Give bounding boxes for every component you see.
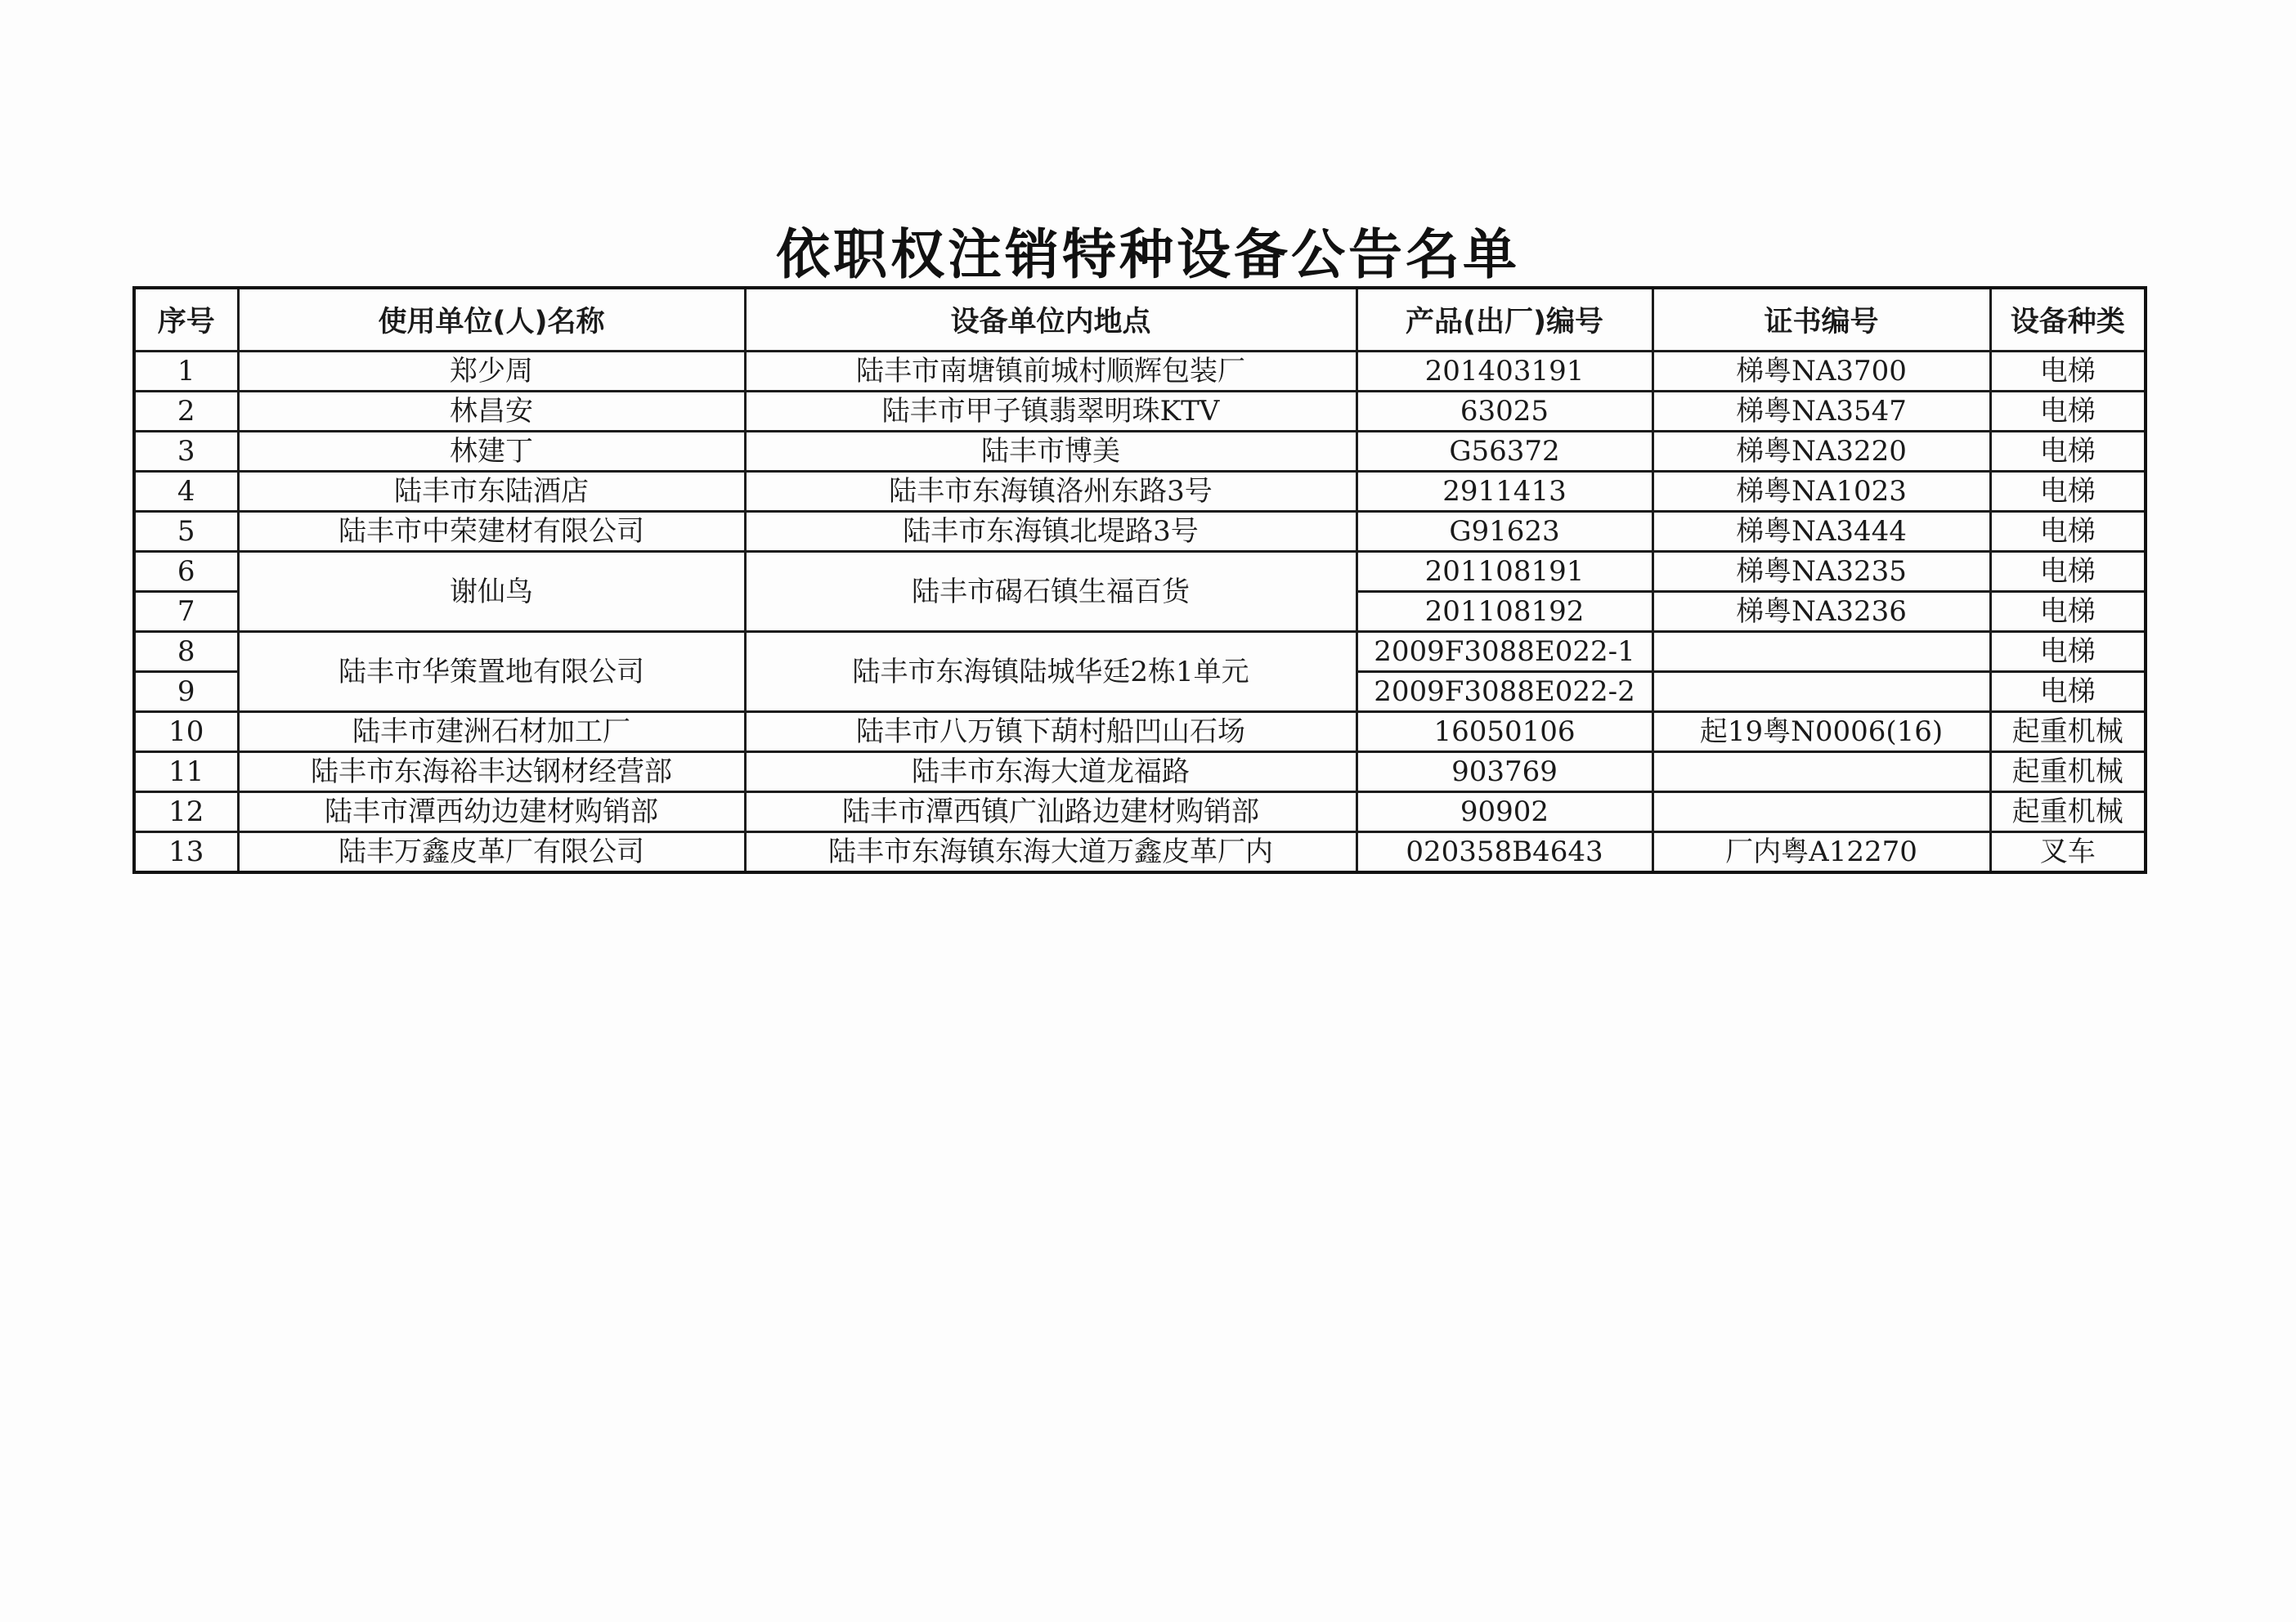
header-unit: 使用单位(人)名称 bbox=[238, 288, 745, 352]
cell-cert-no bbox=[1652, 792, 1990, 832]
cell-product-no: 90902 bbox=[1357, 792, 1652, 832]
cell-type: 电梯 bbox=[1990, 392, 2146, 432]
cell-address: 陆丰市东海镇陆城华廷2栋1单元 bbox=[745, 632, 1357, 712]
cell-unit: 陆丰市华策置地有限公司 bbox=[238, 632, 745, 712]
cell-product-no: 2911413 bbox=[1357, 472, 1652, 512]
cell-no: 12 bbox=[134, 792, 238, 832]
table-header-row bbox=[134, 288, 2146, 352]
cell-unit: 陆丰市潭西幼边建材购销部 bbox=[238, 792, 745, 832]
header-cert-no: 证书编号 bbox=[1652, 288, 1990, 352]
header-address: 设备单位内地点 bbox=[745, 288, 1357, 352]
cell-type: 起重机械 bbox=[1990, 752, 2146, 792]
table-row bbox=[134, 352, 2146, 392]
cell-product-no: 201108191 bbox=[1357, 552, 1652, 592]
cell-product-no: 020358B4643 bbox=[1357, 832, 1652, 873]
cell-no: 6 bbox=[134, 552, 238, 592]
table-row bbox=[134, 632, 2146, 672]
table-row bbox=[134, 432, 2146, 472]
cell-cert-no: 梯粤NA3220 bbox=[1652, 432, 1990, 472]
table-row bbox=[134, 512, 2146, 552]
table-row bbox=[134, 472, 2146, 512]
cell-address: 陆丰市南塘镇前城村顺辉包装厂 bbox=[745, 352, 1357, 392]
cell-cert-no bbox=[1652, 632, 1990, 672]
cell-unit: 陆丰市中荣建材有限公司 bbox=[238, 512, 745, 552]
cell-type: 电梯 bbox=[1990, 672, 2146, 712]
cell-no: 8 bbox=[134, 632, 238, 672]
cell-cert-no: 梯粤NA3700 bbox=[1652, 352, 1990, 392]
cell-product-no: 201403191 bbox=[1357, 352, 1652, 392]
cell-type: 电梯 bbox=[1990, 632, 2146, 672]
cell-type: 电梯 bbox=[1990, 432, 2146, 472]
cell-cert-no: 梯粤NA1023 bbox=[1652, 472, 1990, 512]
cell-address: 陆丰市东海镇东海大道万鑫皮革厂内 bbox=[745, 832, 1357, 873]
cell-no: 4 bbox=[134, 472, 238, 512]
cell-no: 10 bbox=[134, 712, 238, 752]
cell-product-no: 63025 bbox=[1357, 392, 1652, 432]
table-row bbox=[134, 712, 2146, 752]
table-row bbox=[134, 752, 2146, 792]
document-title: 依职权注销特种设备公告名单 bbox=[776, 223, 1520, 286]
cell-cert-no: 梯粤NA3547 bbox=[1652, 392, 1990, 432]
cell-no: 11 bbox=[134, 752, 238, 792]
cell-type: 叉车 bbox=[1990, 832, 2146, 873]
cell-no: 2 bbox=[134, 392, 238, 432]
cell-no: 5 bbox=[134, 512, 238, 552]
cell-cert-no: 梯粤NA3236 bbox=[1652, 592, 1990, 632]
cell-type: 电梯 bbox=[1990, 472, 2146, 512]
cell-unit: 陆丰市东海裕丰达钢材经营部 bbox=[238, 752, 745, 792]
cell-product-no: 2009F3088E022-2 bbox=[1357, 672, 1652, 712]
cell-address: 陆丰市甲子镇翡翠明珠KTV bbox=[745, 392, 1357, 432]
header-type: 设备种类 bbox=[1990, 288, 2146, 352]
cell-address: 陆丰市东海大道龙福路 bbox=[745, 752, 1357, 792]
cell-type: 电梯 bbox=[1990, 352, 2146, 392]
cell-unit: 林建丁 bbox=[238, 432, 745, 472]
header-product-no: 产品(出厂)编号 bbox=[1357, 288, 1652, 352]
cell-address: 陆丰市碣石镇生福百货 bbox=[745, 552, 1357, 632]
cell-cert-no: 起19粤N0006(16) bbox=[1652, 712, 1990, 752]
cell-cert-no: 厂内粤A12270 bbox=[1652, 832, 1990, 873]
cell-type: 电梯 bbox=[1990, 592, 2146, 632]
header-no: 序号 bbox=[134, 288, 238, 352]
cell-no: 7 bbox=[134, 592, 238, 632]
cell-type: 起重机械 bbox=[1990, 792, 2146, 832]
cell-product-no: 16050106 bbox=[1357, 712, 1652, 752]
cell-product-no: 201108192 bbox=[1357, 592, 1652, 632]
cell-address: 陆丰市博美 bbox=[745, 432, 1357, 472]
cell-type: 起重机械 bbox=[1990, 712, 2146, 752]
cell-unit: 陆丰市东陆酒店 bbox=[238, 472, 745, 512]
cell-product-no: G91623 bbox=[1357, 512, 1652, 552]
cell-address: 陆丰市潭西镇广汕路边建材购销部 bbox=[745, 792, 1357, 832]
cell-product-no: G56372 bbox=[1357, 432, 1652, 472]
cell-no: 1 bbox=[134, 352, 238, 392]
table-row bbox=[134, 832, 2146, 873]
table-row bbox=[134, 392, 2146, 432]
cancellation-table bbox=[132, 286, 2147, 874]
cell-type: 电梯 bbox=[1990, 512, 2146, 552]
cell-cert-no bbox=[1652, 672, 1990, 712]
cell-address: 陆丰市东海镇洛州东路3号 bbox=[745, 472, 1357, 512]
cell-product-no: 2009F3088E022-1 bbox=[1357, 632, 1652, 672]
cell-unit: 陆丰市建洲石材加工厂 bbox=[238, 712, 745, 752]
cell-unit: 林昌安 bbox=[238, 392, 745, 432]
cell-unit: 郑少周 bbox=[238, 352, 745, 392]
cell-no: 9 bbox=[134, 672, 238, 712]
cell-type: 电梯 bbox=[1990, 552, 2146, 592]
table-row bbox=[134, 792, 2146, 832]
cell-unit: 陆丰万鑫皮革厂有限公司 bbox=[238, 832, 745, 873]
cell-no: 13 bbox=[134, 832, 238, 873]
table-row bbox=[134, 552, 2146, 592]
cell-no: 3 bbox=[134, 432, 238, 472]
cell-cert-no: 梯粤NA3444 bbox=[1652, 512, 1990, 552]
cell-address: 陆丰市东海镇北堤路3号 bbox=[745, 512, 1357, 552]
cell-cert-no bbox=[1652, 752, 1990, 792]
cell-unit: 谢仙鸟 bbox=[238, 552, 745, 632]
cell-address: 陆丰市八万镇下葫村船凹山石场 bbox=[745, 712, 1357, 752]
cell-cert-no: 梯粤NA3235 bbox=[1652, 552, 1990, 592]
cell-product-no: 903769 bbox=[1357, 752, 1652, 792]
